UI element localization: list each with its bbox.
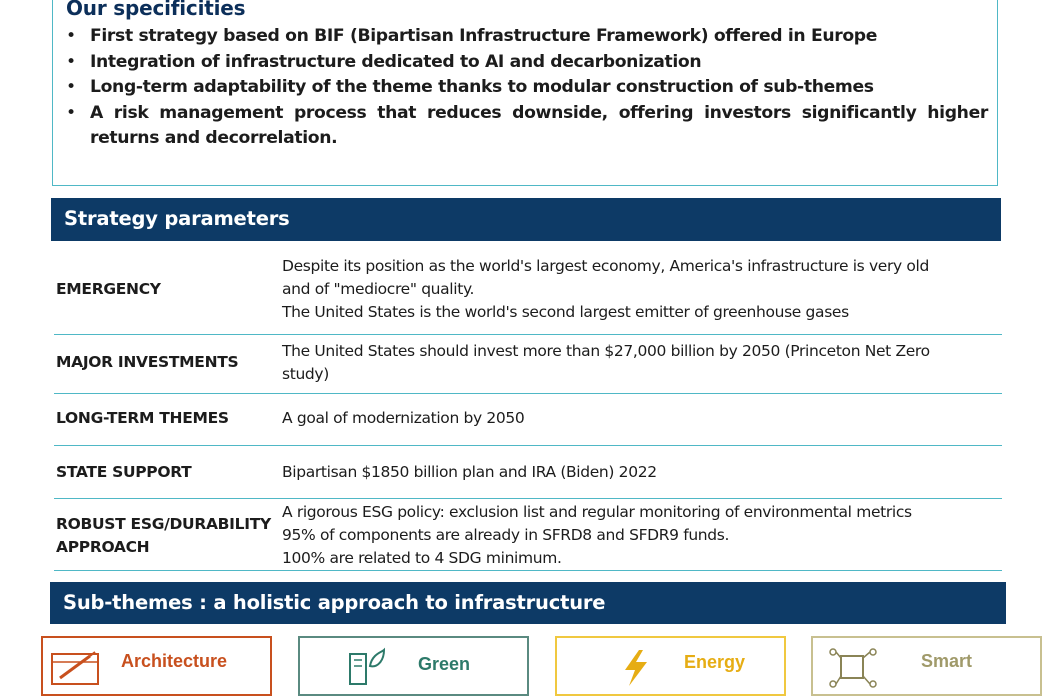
row-value: A rigorous ESG policy: exclusion list and regular monitoring of environmental metrics 95% of components are already in SFRD8 and SFDR9 funds. 100% are related to 4 SDG minimum.: [282, 503, 912, 567]
bullet-icon: •: [66, 77, 76, 97]
table-row-state-support: [54, 446, 1002, 499]
specificity-item: [64, 24, 988, 50]
specificity-item: [64, 101, 988, 152]
specificity-text: A risk management process that reduces downside, offering investors significantly higher returns and decorrelation.: [90, 102, 988, 148]
specificity-text: Integration of infrastructure dedicated to AI and decarbonization: [90, 51, 702, 72]
specificities-title: Our specificities: [66, 0, 246, 20]
specificity-text: Long-term adaptability of the theme thanks to modular construction of sub-themes: [90, 77, 874, 97]
sub-theme-card-green: [298, 636, 529, 696]
architecture-icon: [50, 648, 106, 688]
card-label: Smart: [921, 651, 973, 671]
card-label: Architecture: [121, 651, 228, 671]
row-value: Despite its position as the world's largest economy, America's infrastructure is very old and of "mediocre" quality. The United States is the world's second largest emitter of greenhouse gases: [282, 257, 929, 321]
smart-network-icon: [827, 646, 879, 690]
card-label: Energy: [684, 652, 746, 672]
specificities-list: [64, 24, 988, 152]
row-label: EMERGENCY: [56, 280, 161, 298]
row-value: Bipartisan $1850 billion plan and IRA (Biden) 2022: [282, 463, 657, 481]
sub-theme-card-smart: [811, 636, 1042, 696]
row-label: STATE SUPPORT: [56, 463, 192, 481]
table-row-emergency: [54, 242, 1002, 335]
row-value: A goal of modernization by 2050: [282, 409, 525, 427]
row-label: ROBUST ESG/DURABILITY APPROACH: [56, 515, 271, 556]
specificity-item: [64, 75, 988, 101]
specificity-text: First strategy based on BIF (Bipartisan Infrastructure Framework) offered in Europe: [90, 26, 878, 46]
sub-theme-card-energy: [555, 636, 786, 696]
lightning-icon: [617, 648, 653, 688]
row-label: LONG-TERM THEMES: [56, 409, 229, 427]
sub-themes-header: [50, 582, 1006, 624]
bullet-icon: •: [66, 26, 76, 46]
bullet-icon: •: [66, 102, 76, 123]
sub-themes-title: Sub-themes : a holistic approach to infrastructure: [63, 591, 606, 614]
card-label: Green: [418, 654, 471, 674]
row-value: The United States should invest more than $27,000 billion by 2050 (Princeton Net Zero study): [282, 342, 930, 383]
strategy-parameters-header: [51, 198, 1001, 241]
table-row-long-term-themes: [54, 394, 1002, 446]
green-tech-icon: [346, 646, 388, 690]
row-label: MAJOR INVESTMENTS: [56, 353, 239, 371]
table-row-major-investments: [54, 335, 1002, 394]
specificity-item: [64, 50, 988, 76]
strategy-parameters-table: [54, 242, 1002, 571]
table-row-esg-approach: [54, 499, 1002, 571]
bullet-icon: •: [66, 51, 76, 72]
strategy-parameters-title: Strategy parameters: [64, 207, 290, 230]
sub-theme-card-architecture: [41, 636, 272, 696]
